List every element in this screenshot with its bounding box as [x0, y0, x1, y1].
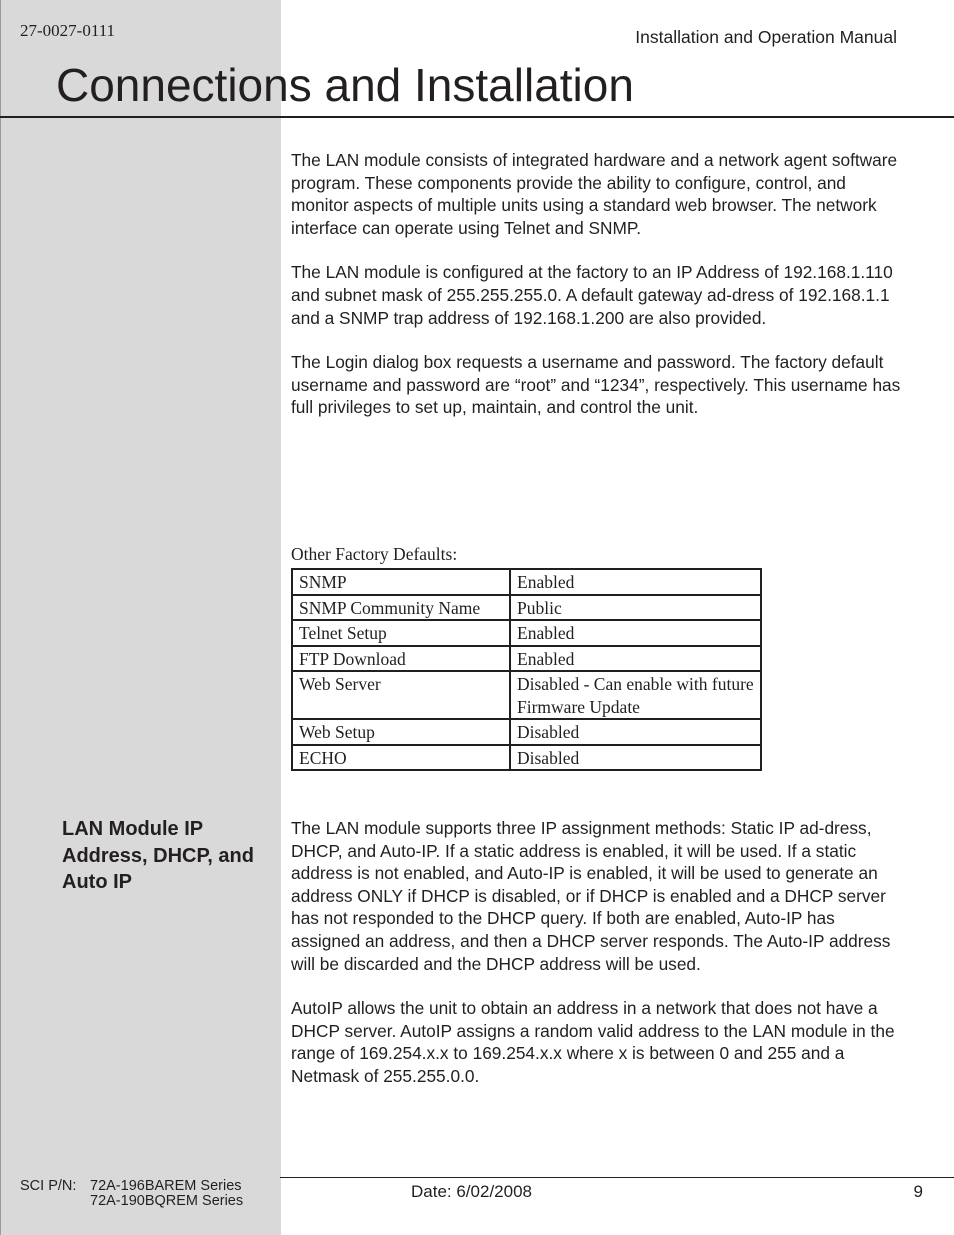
- sidebar-panel: [0, 0, 281, 1235]
- manual-title: Installation and Operation Manual: [635, 27, 897, 47]
- document-number: 27-0027-0111: [20, 21, 116, 40]
- value-cell: Disabled: [510, 745, 761, 771]
- setting-cell: FTP Download: [292, 646, 510, 672]
- section-heading: LAN Module IP Address, DHCP, and Auto IP: [62, 818, 254, 893]
- footer-part-number: [20, 1179, 243, 1209]
- footer-date: Date: 6/02/2008: [411, 1182, 532, 1201]
- table-row: [292, 745, 761, 771]
- setting-cell: SNMP Community Name: [292, 595, 510, 621]
- value-cell: Public: [510, 595, 761, 621]
- footer-divider: [280, 1177, 954, 1178]
- intro-paragraph: The Login dialog box requests a username and password. The factory default username and password are “root” and “1234”, respectively. This username has full privileges to set up, maintain, and control the unit.: [291, 352, 901, 418]
- setting-cell: Telnet Setup: [292, 620, 510, 646]
- table-caption: Other Factory Defaults:: [291, 544, 458, 564]
- table-row: [292, 671, 761, 719]
- setting-cell: SNMP: [292, 569, 510, 595]
- value-cell: Enabled: [510, 569, 761, 595]
- part-number-label: SCI P/N:: [20, 1178, 77, 1194]
- intro-text: [291, 149, 906, 419]
- table-row: [292, 719, 761, 745]
- setting-cell: Web Setup: [292, 719, 510, 745]
- page-number: 9: [913, 1182, 923, 1201]
- ip-section-paragraph: AutoIP allows the unit to obtain an address in a network that does not have a DHCP server. AutoIP assigns a random valid address to the LAN module in the range of 169.254.x.x to 169.254.x.x where x is between 0 and 255 and a Netmask of 255.255.0.0.: [291, 998, 895, 1086]
- value-cell: Disabled: [510, 719, 761, 745]
- table-row: [292, 569, 761, 595]
- factory-defaults-table: [291, 568, 762, 771]
- part-number-line: 72A-196BAREM Series: [90, 1178, 242, 1194]
- value-cell: Disabled - Can enable with future Firmware Update: [510, 671, 761, 719]
- intro-paragraph: The LAN module is configured at the factory to an IP Address of 192.168.1.110 and subnet mask of 255.255.255.0. A default gateway ad-dress of 192.168.1.1 and a SNMP trap address of 192.168.1.200 are also provided.: [291, 262, 893, 328]
- setting-cell: Web Server: [292, 671, 510, 719]
- value-cell: Enabled: [510, 620, 761, 646]
- table-row: [292, 595, 761, 621]
- setting-cell: ECHO: [292, 745, 510, 771]
- part-number-line: 72A-190BQREM Series: [90, 1193, 244, 1209]
- ip-section-paragraph: The LAN module supports three IP assignment methods: Static IP ad-dress, DHCP, and Auto-IP. If a static address is enabled, it will be used. If a static address is not enabled, and Auto-IP is enabled, it will be used to generate an address ONLY if DHCP is disabled, or if DHCP is enabled and a DHCP server has not responded to the DHCP query. If both are enabled, Auto-IP has assigned an address, and then a DHCP server responds. The Auto-IP address will be discarded and the DHCP address will be used.: [291, 818, 891, 974]
- page-title: Connections and Installation: [56, 59, 634, 111]
- ip-section-text: [291, 817, 906, 1088]
- title-divider: [0, 116, 954, 118]
- intro-paragraph: The LAN module consists of integrated hardware and a network agent software program. These components provide the ability to configure, control, and monitor aspects of multiple units using a standard web browser. The network interface can operate using Telnet and SNMP.: [291, 150, 898, 238]
- value-cell: Enabled: [510, 646, 761, 672]
- table-row: [292, 620, 761, 646]
- table-row: [292, 646, 761, 672]
